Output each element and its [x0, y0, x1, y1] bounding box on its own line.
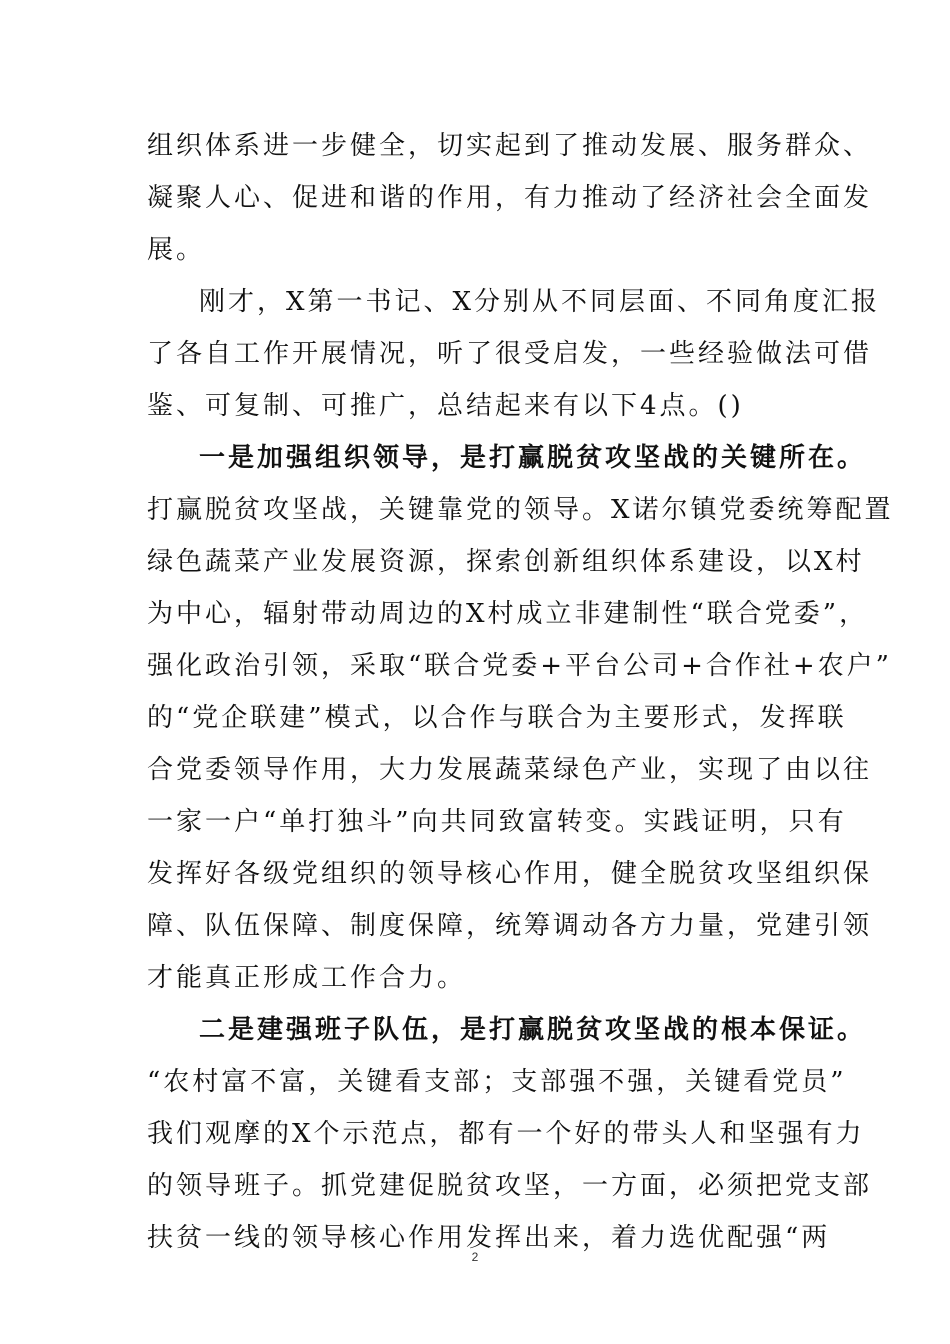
text-line: “农村富不富，关键看支部；支部强不强，关键看党员”	[147, 1067, 847, 1097]
text-line: 绿色蔬菜产业发展资源，探索创新组织体系建设，以X村	[147, 547, 865, 577]
text-line: 凝聚人心、促进和谐的作用，有力推动了经济社会全面发	[147, 183, 873, 213]
text-line: 为中心，辐射带动周边的X村成立非建制性“联合党委”，	[147, 599, 869, 629]
text-line: 障、队伍保障、制度保障，统筹调动各方力量，党建引领	[147, 911, 873, 941]
page-number: 2	[471, 1250, 479, 1264]
text-line: 的领导班子。抓党建促脱贫攻坚，一方面，必须把党支部	[147, 1171, 873, 1201]
text-line: 扶贫一线的领导核心作用发挥出来，着力选优配强“两	[147, 1223, 831, 1253]
section-heading: 一是加强组织领导，是打赢脱贫攻坚战的关键所在。	[199, 443, 867, 473]
text-line: 发挥好各级党组织的领导核心作用，健全脱贫攻坚组织保	[147, 859, 873, 889]
text-line: 强化政治引领，采取“联合党委+平台公司+合作社+农户”	[147, 651, 892, 681]
text-line: 合党委领导作用，大力发展蔬菜绿色产业，实现了由以往	[147, 755, 873, 785]
text-line: 了各自工作开展情况，听了很受启发，一些经验做法可借	[147, 339, 873, 369]
text-line: 鉴、可复制、可推广，总结起来有以下4点。()	[147, 391, 744, 421]
text-line: 组织体系进一步健全，切实起到了推动发展、服务群众、	[147, 131, 873, 161]
text-line: 才能真正形成工作合力。	[147, 963, 467, 993]
text-line: 打赢脱贫攻坚战，关键靠党的领导。X诺尔镇党委统筹配置	[147, 495, 894, 525]
paragraph-first-line: 刚才，X第一书记、X分别从不同层面、不同角度汇报	[199, 287, 881, 317]
text-line: 一家一户“单打独斗”向共同致富转变。实践证明，只有	[147, 807, 847, 837]
text-line: 的“党企联建”模式，以合作与联合为主要形式，发挥联	[147, 703, 847, 733]
document-body	[147, 127, 894, 1271]
text-line: 我们观摩的X个示范点，都有一个好的带头人和坚强有力	[147, 1119, 865, 1149]
section-heading: 二是建强班子队伍，是打赢脱贫攻坚战的根本保证。	[199, 1015, 867, 1045]
text-line: 展。	[147, 235, 206, 265]
